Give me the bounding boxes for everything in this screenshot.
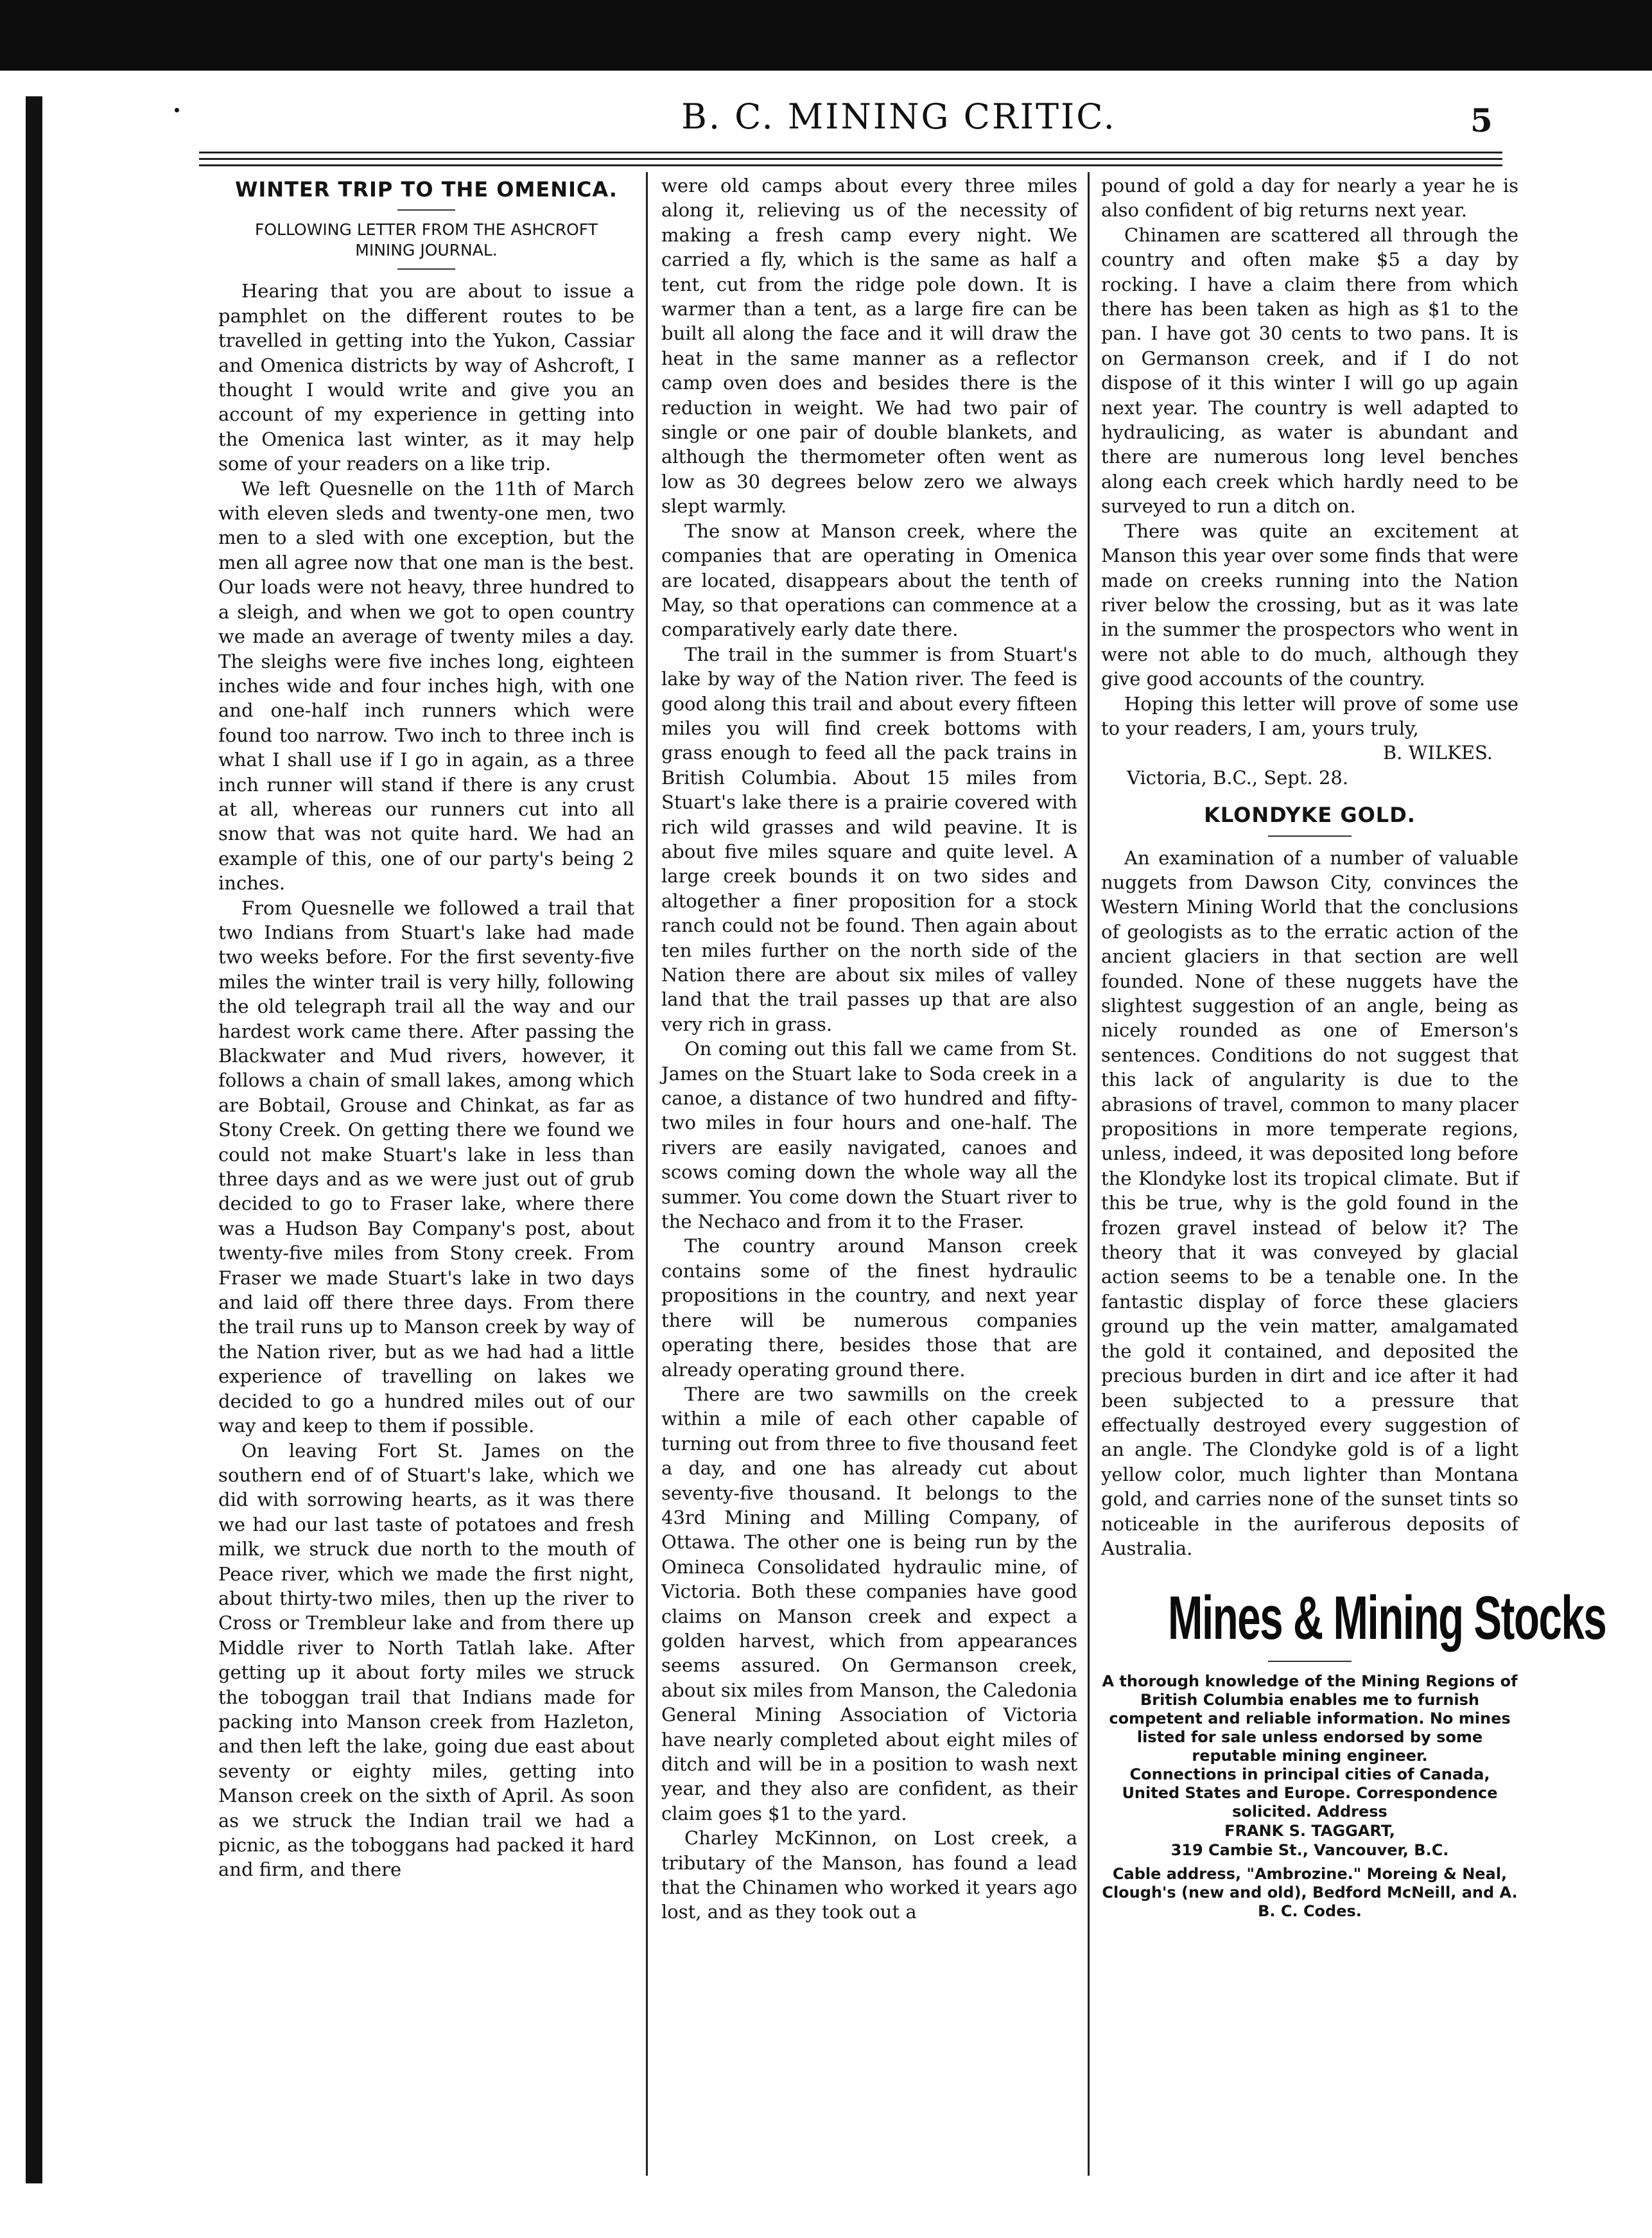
page-number: 5 xyxy=(1470,101,1493,139)
article-paragraph: On leaving Fort St. James on the southern end of of Stuart's lake, which we did with sorrowing hearts, as it was there we had our last taste of potatoes and fresh milk, we struck due north to the mouth of Peace river, which we made the first night, about thirty-two miles, then up the river to Cross or Trembleur lake and from there up Middle river to North Tatlah lake. After getting up it about forty miles we struck the toboggan trail that Indians made for packing into Manson creek from Hazleton, and then left the lake, going due east about seventy or eighty miles, getting into Manson creek on the sixth of April. As soon as we struck the Indian trail we had a picnic, as the toboggans had packed it hard and firm, and there xyxy=(218,1439,634,1881)
article-paragraph: pound of gold a day for nearly a year he is also confident of big returns next year. xyxy=(1101,175,1518,222)
article-paragraph: Hearing that you are about to issue a pamphlet on the different routes to be travelled in getting into the Yukon, Cassiar and Omenica districts by way of Ashcroft, I thought I would write and give you an account of my experience in getting into the Omenica last winter, as it may help some of your readers on a like trip. xyxy=(218,280,634,475)
article-paragraph: The country around Manson creek contains some of the finest hydraulic propositions in the country, and next year there will be numerous companies operating there, besides those that are already operating ground there. xyxy=(661,1235,1077,1381)
subheading-separator xyxy=(397,268,455,270)
article-subheading: FOLLOWING LETTER FROM THE ASHCROFT MINING JOURNAL. xyxy=(255,220,598,260)
running-head: B. C. MINING CRITIC. xyxy=(681,96,1117,137)
article-paragraph: Chinamen are scattered all through the country and often make $5 a day by rocking. I have a claim there from which there has been taken as high as $1 to the pan. I have got 30 cents to two pans. It is on Germanson creek, and if I do not dispose of it this winter I will go up again next year. The country is well adapted to hydraulicing, as water is abundant and there are numerous long level benches along each creek which hardly need to be surveyed to run a ditch on. xyxy=(1101,223,1518,518)
letter-signature: B. WILKES. xyxy=(1382,742,1493,764)
header-rule-middle xyxy=(199,158,1502,160)
column-2 xyxy=(661,173,1077,1925)
top-black-border xyxy=(0,0,1652,71)
klondyke-paragraph: An examination of a number of valuable nuggets from Dawson City, convinces the Western Mining World that the conclusions of geologists as to the erratic action of the ancient glaciers in that section are well founded. None of these nuggets have the slightest suggestion of an angle, being as nicely rounded as one of Emerson's sentences. Conditions do not suggest that this lack of angularity is due to the abrasions of travel, common to many placer propositions in more temperate regions, unless, indeed, it was deposited long before the Klondyke lost its tropical climate. But if this be true, why is the gold found in the frozen gravel instead of below it? The theory that it was conveyed by glacial action seems to be a tenable one. In the fantastic display of force these glaciers ground up the vein matter, amalgamated the gold it contained, and deposited the precious burden in dirt and ice after it had been subjected to a pressure that effectually destroyed every suggestion of an angle. The Clondyke gold is of a light yellow color, much lighter than Montana gold, and carries none of the sunset tints so noticeable in the auriferous deposits of Australia. xyxy=(1101,846,1518,1559)
left-black-border xyxy=(26,96,42,2183)
article-paragraph: There was quite an excitement at Manson this year over some finds that were made on creeks running into the Nation river below the crossing, but as it was late in the summer the prospectors who went in were not able to do much, although they give good accounts of the country. xyxy=(1101,520,1518,690)
column-1 xyxy=(218,173,634,1882)
advert-cable: Cable address, "Ambrozine." Moreing & Neal, Clough's (new and old), Bedford McNeill, and A. B. C. Codes. xyxy=(1102,1865,1518,1921)
advert-address: 319 Cambie St., Vancouver, B.C. xyxy=(1170,1841,1449,1860)
heading-separator xyxy=(397,209,455,211)
article-paragraph: Hoping this letter will prove of some use to your readers, I am, yours truly, xyxy=(1101,692,1518,739)
column-rule-1 xyxy=(646,172,648,2176)
column-3 xyxy=(1101,173,1606,1921)
article-paragraph: There are two sawmills on the creek within a mile of each other capable of turning out from three to five thousand feet a day, and one has already cut about seventy-five thousand. It belongs to the 43rd Mining and Milling Company, of Ottawa. The other one is being run by the Omineca Consolidated hydraulic mine, of Victoria. Both these companies have good claims on Manson creek and expect a golden harvest, which from appearances seems assured. On Germanson creek, about six miles from Manson, the Caledonia General Mining Association of Victoria have nearly completed about eight miles of ditch and will be in a position to wash next year, and they also are confident, as their claim goes $1 to the yard. xyxy=(661,1383,1077,1824)
advert-connections: Connections in principal cities of Canada, United States and Europe. Correspondence solicited. Address xyxy=(1122,1765,1498,1821)
article-paragraph: On coming out this fall we came from St. James on the Stuart lake to Soda creek in a canoe, a distance of two hundred and fifty-two miles in four hours and one-half. The rivers are easily navigated, canoes and scows coming down the whole way all the summer. You come down the Stuart river to the Nechaco and from it to the Fraser. xyxy=(661,1038,1077,1233)
advert-body: A thorough knowledge of the Mining Regions of British Columbia enables me to furnish competent and reliable information. No mines listed for sale unless endorsed by some reputable mining engineer. xyxy=(1102,1672,1518,1765)
article-paragraph: We left Quesnelle on the 11th of March with eleven sleds and twenty-one men, two men to a sled with one exception, but the men all agree now that one man is the best. Our loads were not heavy, three hundred to a sleigh, and when we got to open country we made an average of twenty miles a day. The sleighs were five inches long, eighteen inches wide and four inches high, with one and one-half inch runners which were found too narrow. Two inch to three inch is what I shall use if I go in again, as a three inch runner will stand if there is any crust at all, whereas our runners cut into all snow that was not quite hard. We had an example of this, one of our party's being 2 inches. xyxy=(218,477,634,895)
article-paragraph: The trail in the summer is from Stuart's lake by way of the Nation river. The feed is good along this trail and about every fifteen miles you will find creek bottoms with grass enough to feed all the pack trains in British Columbia. About 15 miles from Stuart's lake there is a prairie covered with rich wild grasses and wild peavine. It is about five miles square and quite level. A large creek bounds it on two sides and altogether a finer proposition for a stock ranch could not be found. Then again about ten miles further on the north side of the Nation there are about six miles of valley land that the trail passes up that are also very rich in grass. xyxy=(661,643,1077,1035)
klondyke-separator xyxy=(1268,835,1352,837)
header-rule-top xyxy=(199,152,1502,153)
klondyke-heading: KLONDYKE GOLD. xyxy=(1204,803,1416,828)
article-paragraph: Charley McKinnon, on Lost creek, a tributary of the Manson, has found a lead that the Chinamen who worked it years ago lost, and as they took out a xyxy=(661,1827,1077,1923)
advert-name: FRANK S. TAGGART, xyxy=(1224,1822,1395,1840)
header-rule-bottom xyxy=(199,164,1502,166)
advert-title: Mines & Mining Stocks xyxy=(1168,1584,1606,1653)
article-heading: WINTER TRIP TO THE OMENICA. xyxy=(235,177,618,202)
letter-dateline: Victoria, B.C., Sept. 28. xyxy=(1127,766,1349,789)
article-paragraph: were old camps about every three miles along it, relieving us of the necessity of making a fresh camp every night. We carried a fly, which is the same as half a tent, cut from the ridge pole down. It is warmer than a tent, as a large fire can be built all along the face and it will draw the heat in the same manner as a reflector camp oven does and besides there is the reduction in weight. We had two pair of single or one pair of double blankets, and although the thermometer often went as low as 30 degrees below zero we always slept warmly. xyxy=(661,175,1077,518)
column-rule-2 xyxy=(1088,172,1090,2176)
advert-separator xyxy=(1268,1661,1352,1662)
article-paragraph: The snow at Manson creek, where the companies that are operating in Omenica are located, disappears about the tenth of May, so that operations can commence at a comparatively early date there. xyxy=(661,520,1077,641)
ink-speck xyxy=(175,108,179,112)
article-paragraph: From Quesnelle we followed a trail that two Indians from Stuart's lake had made two weeks before. For the first seventy-five miles the winter trail is very hilly, following the old telegraph trail all the way and our hardest work came there. After passing the Blackwater and Mud rivers, however, it follows a chain of small lakes, among which are Bobtail, Grouse and Chinkat, as far as Stony Creek. On getting there we found we could not make Stuart's lake in less than three days and as we were just out of grub decided to go to Fraser lake, where there was a Hudson Bay Company's post, about twenty-five miles from Stony creek. From Fraser we made Stuart's lake in two days and laid off there three days. From there the trail runs up to Manson creek by way of the Nation river, but as we had had a little experience of travelling on lakes we decided to go a hundred miles out of our way and keep to them if possible. xyxy=(218,896,634,1437)
